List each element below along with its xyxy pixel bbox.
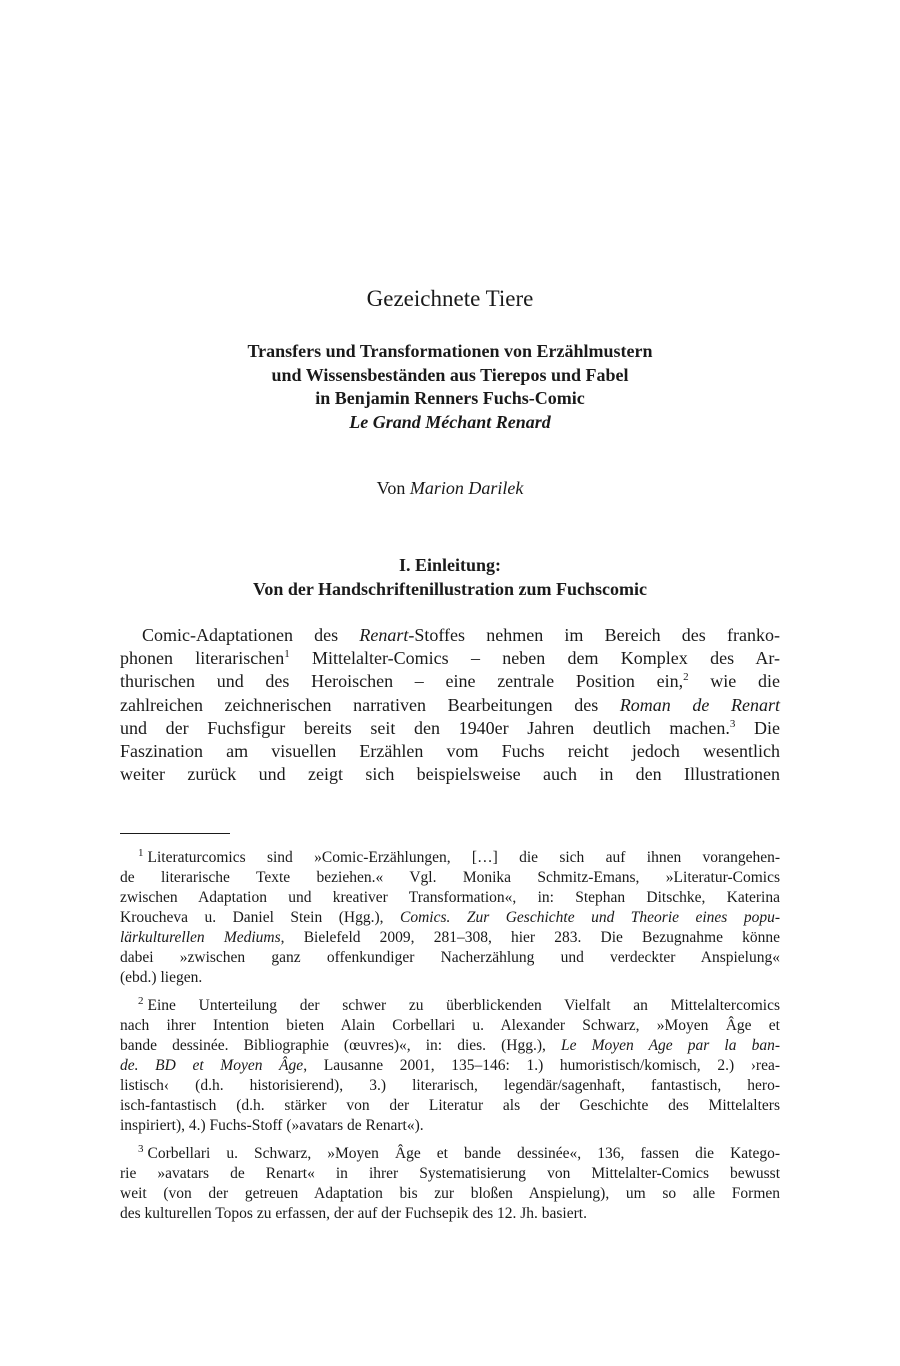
article-subtitle <box>120 340 780 434</box>
footnote-3 <box>120 1144 780 1224</box>
footnote-line: bande dessinée. Bibliographie (œuvres)«, in: dies. (Hgg.), Le Moyen Age par la ban- <box>120 1037 780 1054</box>
footnote-line: nach ihrer Intention bieten Alain Corbellari u. Alexander Schwarz, »Moyen Âge et <box>120 1017 780 1034</box>
footnote-line: dabei »zwischen ganz offenkundiger Nacherzählung und verdeckter Anspielung« <box>120 949 780 966</box>
body-paragraph <box>120 624 780 786</box>
body-line: Faszination am visuellen Erzählen vom Fuchs reicht jedoch wesentlich <box>120 741 780 762</box>
body-line: und der Fuchsfigur bereits seit den 1940er Jahren deutlich machen.$^3$ Die <box>120 717 780 738</box>
subtitle-line: in Benjamin Renners Fuchs-Comic <box>315 388 585 408</box>
footnote-ref: 2 <box>683 671 689 684</box>
footnote-ref: 3 <box>729 717 736 730</box>
section-heading-line-2: Von der Handschriftenillustration zum Fuchscomic <box>252 579 647 599</box>
footnote-line: des kulturellen Topos zu erfassen, der auf der Fuchsepik des 12. Jh. basiert. <box>120 1205 587 1222</box>
subtitle-line: Transfers und Transformationen von Erzählmustern <box>247 341 653 361</box>
author-name: Marion Darilek <box>409 478 524 498</box>
footnote-line: (ebd.) liegen. <box>120 969 203 986</box>
body-line: zahlreichen zeichnerischen narrativen Bearbeitungen des Roman de Renart <box>120 694 780 715</box>
footnote-line: $^2$ Eine Unterteilung der schwer zu überblickenden Vielfalt an Mittelaltercomics <box>138 994 780 1014</box>
subtitle-line: und Wissensbeständen aus Tierepos und Fabel <box>271 364 629 385</box>
footnote-line: rie »avatars de Renart« in ihrer Systematisierung von Mittelalter-Comics bewusst <box>120 1165 780 1182</box>
footnote-2 <box>120 996 780 1136</box>
work-title: Roman de Renart <box>619 694 780 715</box>
footnote-number: 1 <box>138 846 144 859</box>
footnote-separator <box>120 833 230 834</box>
footnote-line: lärkulturellen Mediums, Bielefeld 2009, 281–308, hier 283. Die Bezugnahme könne <box>120 929 780 946</box>
author-line <box>120 476 780 500</box>
footnote-line: inspiriert), 4.) Fuchs-Stoff (»avatars de Renart«). <box>120 1117 424 1134</box>
section-heading-line-1: I. Einleitung: <box>398 555 502 575</box>
work-title: Renart <box>359 625 409 645</box>
footnotes <box>120 848 780 1232</box>
footnote-number: 2 <box>138 994 144 1007</box>
body-line: Comic-Adaptationen des Renart-Stoffes nehmen im Bereich des franko- <box>142 625 780 645</box>
subtitle-work-title: Le Grand Méchant Renard <box>349 411 551 432</box>
footnote-line: $^3$ Corbellari u. Schwarz, »Moyen Âge et bande dessinée«, 136, fassen die Katego- <box>138 1142 780 1162</box>
footnote-line: zwischen Adaptation und kreativer Transformation«, in: Stephan Ditschke, Katerina <box>120 889 780 906</box>
section-heading <box>120 553 780 601</box>
footnote-line: weit (von der getreuen Adaptation bis zur bloßen Anspielung), um so alle Formen <box>120 1185 780 1202</box>
footnote-line: $^1$ Literaturcomics sind »Comic-Erzählungen, […] die sich auf ihnen vorangehen- <box>138 846 780 866</box>
body-line: phonen literarischen$^1$ Mittelalter-Comics – neben dem Komplex des Ar- <box>120 648 780 669</box>
footnote-line: isch-fantastisch (d.h. stärker von der Literatur als der Geschichte des Mittelalters <box>120 1097 780 1114</box>
footnote-line: listisch‹ (d.h. historisierend), 3.) literarisch, legendär/sagenhaft, fantastisch, hero- <box>120 1077 780 1094</box>
body-line: weiter zurück und zeigt sich beispielsweise auch in den Illustrationen <box>120 764 780 785</box>
footnote-1 <box>120 848 780 988</box>
footnote-ref: 1 <box>284 648 290 661</box>
footnote-line: Kroucheva u. Daniel Stein (Hgg.), Comics. Zur Geschichte und Theorie eines popu- <box>120 909 780 926</box>
article-title: Gezeichnete Tiere <box>366 286 534 311</box>
author-prefix: Von <box>376 478 406 498</box>
body-line: thurischen und des Heroischen – eine zentrale Position ein,$^2$ wie die <box>120 671 780 692</box>
footnote-number: 3 <box>138 1142 144 1155</box>
footnote-line: de. BD et Moyen Âge, Lausanne 2001, 135–146: 1.) humoristisch/komisch, 2.) ›rea- <box>120 1057 780 1074</box>
footnote-line: de literarische Texte beziehen.« Vgl. Monika Schmitz-Emans, »Literatur-Comics <box>120 869 780 886</box>
